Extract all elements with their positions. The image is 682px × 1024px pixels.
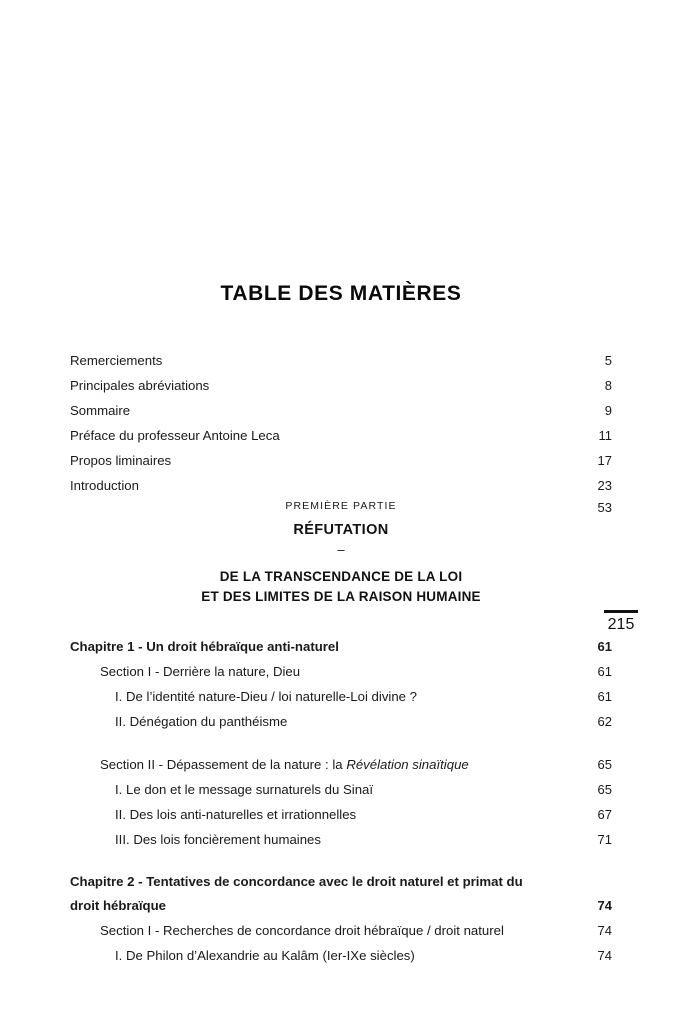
part-heading bbox=[70, 500, 612, 607]
toc-entry-label: Chapitre 2 - Tentatives de concordance avec le droit naturel et primat du droit hébraïque bbox=[70, 874, 523, 913]
toc-entry-page: 61 bbox=[597, 639, 612, 654]
toc-entry-page: 61 bbox=[597, 664, 612, 679]
toc-entry[interactable] bbox=[70, 448, 612, 473]
folio bbox=[602, 610, 640, 634]
toc-entry-label: Introduction bbox=[70, 478, 139, 493]
folio-rule bbox=[604, 610, 638, 613]
toc-entry-section[interactable] bbox=[70, 752, 612, 777]
part-kicker bbox=[70, 500, 612, 515]
toc-entry-page: 61 bbox=[597, 689, 612, 704]
toc-entry-page: 23 bbox=[597, 478, 612, 493]
toc-entry[interactable] bbox=[70, 348, 612, 373]
toc-entry-chapter-2[interactable] bbox=[70, 870, 612, 918]
toc-entry[interactable] bbox=[70, 473, 612, 498]
toc-entry-label: Remerciements bbox=[70, 353, 163, 368]
toc-entry-label: I. Le don et le message surnaturels du Sinaï bbox=[115, 782, 374, 797]
toc-entry-page: 74 bbox=[597, 948, 612, 963]
toc-entry-label: Principales abréviations bbox=[70, 378, 210, 393]
toc-entry-page: 5 bbox=[604, 353, 612, 368]
toc-entry-label: I. De Philon d’Alexandrie au Kalâm (Ier-IXe siècles) bbox=[115, 948, 415, 963]
part-subtitle-line1: DE LA TRANSCENDANCE DE LA LOI bbox=[219, 569, 463, 584]
toc-entry-label-italic: Révélation sinaïtique bbox=[346, 757, 469, 772]
toc-entry-page: 74 bbox=[597, 923, 612, 938]
front-matter-list bbox=[70, 348, 612, 498]
toc-entry-label bbox=[100, 752, 469, 777]
part-page-number: 53 bbox=[597, 500, 612, 515]
toc-entry-subsection[interactable] bbox=[70, 827, 612, 852]
spacer bbox=[70, 734, 612, 752]
toc-entry-page: 9 bbox=[604, 403, 612, 418]
toc-entry[interactable] bbox=[70, 373, 612, 398]
part-subtitle bbox=[70, 567, 612, 607]
toc-entry-subsection[interactable] bbox=[70, 777, 612, 802]
toc-entry[interactable] bbox=[70, 398, 612, 423]
toc-entry-label-head: Section II - Dépassement de la nature : la bbox=[100, 757, 347, 772]
toc-entry-page: 74 bbox=[597, 898, 612, 913]
toc-entry-page: 17 bbox=[597, 453, 612, 468]
toc-entry-label: Chapitre 1 - Un droit hébraïque anti-naturel bbox=[70, 639, 339, 654]
toc-entry-label: II. Des lois anti-naturelles et irrationnelles bbox=[115, 807, 357, 822]
toc-entry-subsection[interactable] bbox=[70, 802, 612, 827]
spacer bbox=[70, 852, 612, 870]
chapter-list bbox=[70, 634, 612, 968]
page-title: TABLE DES MATIÈRES bbox=[220, 282, 462, 305]
toc-entry-page: 67 bbox=[597, 807, 612, 822]
folio-number: 215 bbox=[607, 616, 635, 633]
toc-entry-page: 8 bbox=[604, 378, 612, 393]
toc-entry-label: Sommaire bbox=[70, 403, 131, 418]
part-kicker-label: PREMIÈRE PARTIE bbox=[285, 500, 397, 512]
toc-entry-page: 65 bbox=[597, 757, 612, 772]
toc-entry-page: 11 bbox=[598, 428, 612, 443]
toc-entry-label: Propos liminaires bbox=[70, 453, 172, 468]
toc-entry-subsection[interactable] bbox=[70, 684, 612, 709]
toc-entry-label: Préface du professeur Antoine Leca bbox=[70, 428, 280, 443]
part-subtitle-line2: ET DES LIMITES DE LA RAISON HUMAINE bbox=[201, 589, 481, 604]
toc-entry-subsection[interactable] bbox=[70, 709, 612, 734]
toc-entry-page: 62 bbox=[597, 714, 612, 729]
toc-entry-label: I. De l’identité nature-Dieu / loi naturelle-Loi divine ? bbox=[115, 689, 418, 704]
toc-entry-subsection[interactable] bbox=[70, 943, 612, 968]
toc-entry-label: Section I - Derrière la nature, Dieu bbox=[100, 664, 301, 679]
toc-entry[interactable] bbox=[70, 423, 612, 448]
toc-entry-page: 65 bbox=[597, 782, 612, 797]
part-title: RÉFUTATION bbox=[293, 522, 389, 538]
part-dash: – bbox=[337, 542, 345, 557]
toc-entry-section[interactable] bbox=[70, 918, 612, 943]
toc-entry-page: 71 bbox=[597, 832, 612, 847]
toc-entry-chapter-1[interactable] bbox=[70, 634, 612, 659]
toc-entry-section[interactable] bbox=[70, 659, 612, 684]
toc-entry-label: III. Des lois foncièrement humaines bbox=[115, 832, 321, 847]
toc-entry-label: Section I - Recherches de concordance droit hébraïque / droit naturel bbox=[100, 923, 504, 938]
toc-entry-label: II. Dénégation du panthéisme bbox=[115, 714, 288, 729]
